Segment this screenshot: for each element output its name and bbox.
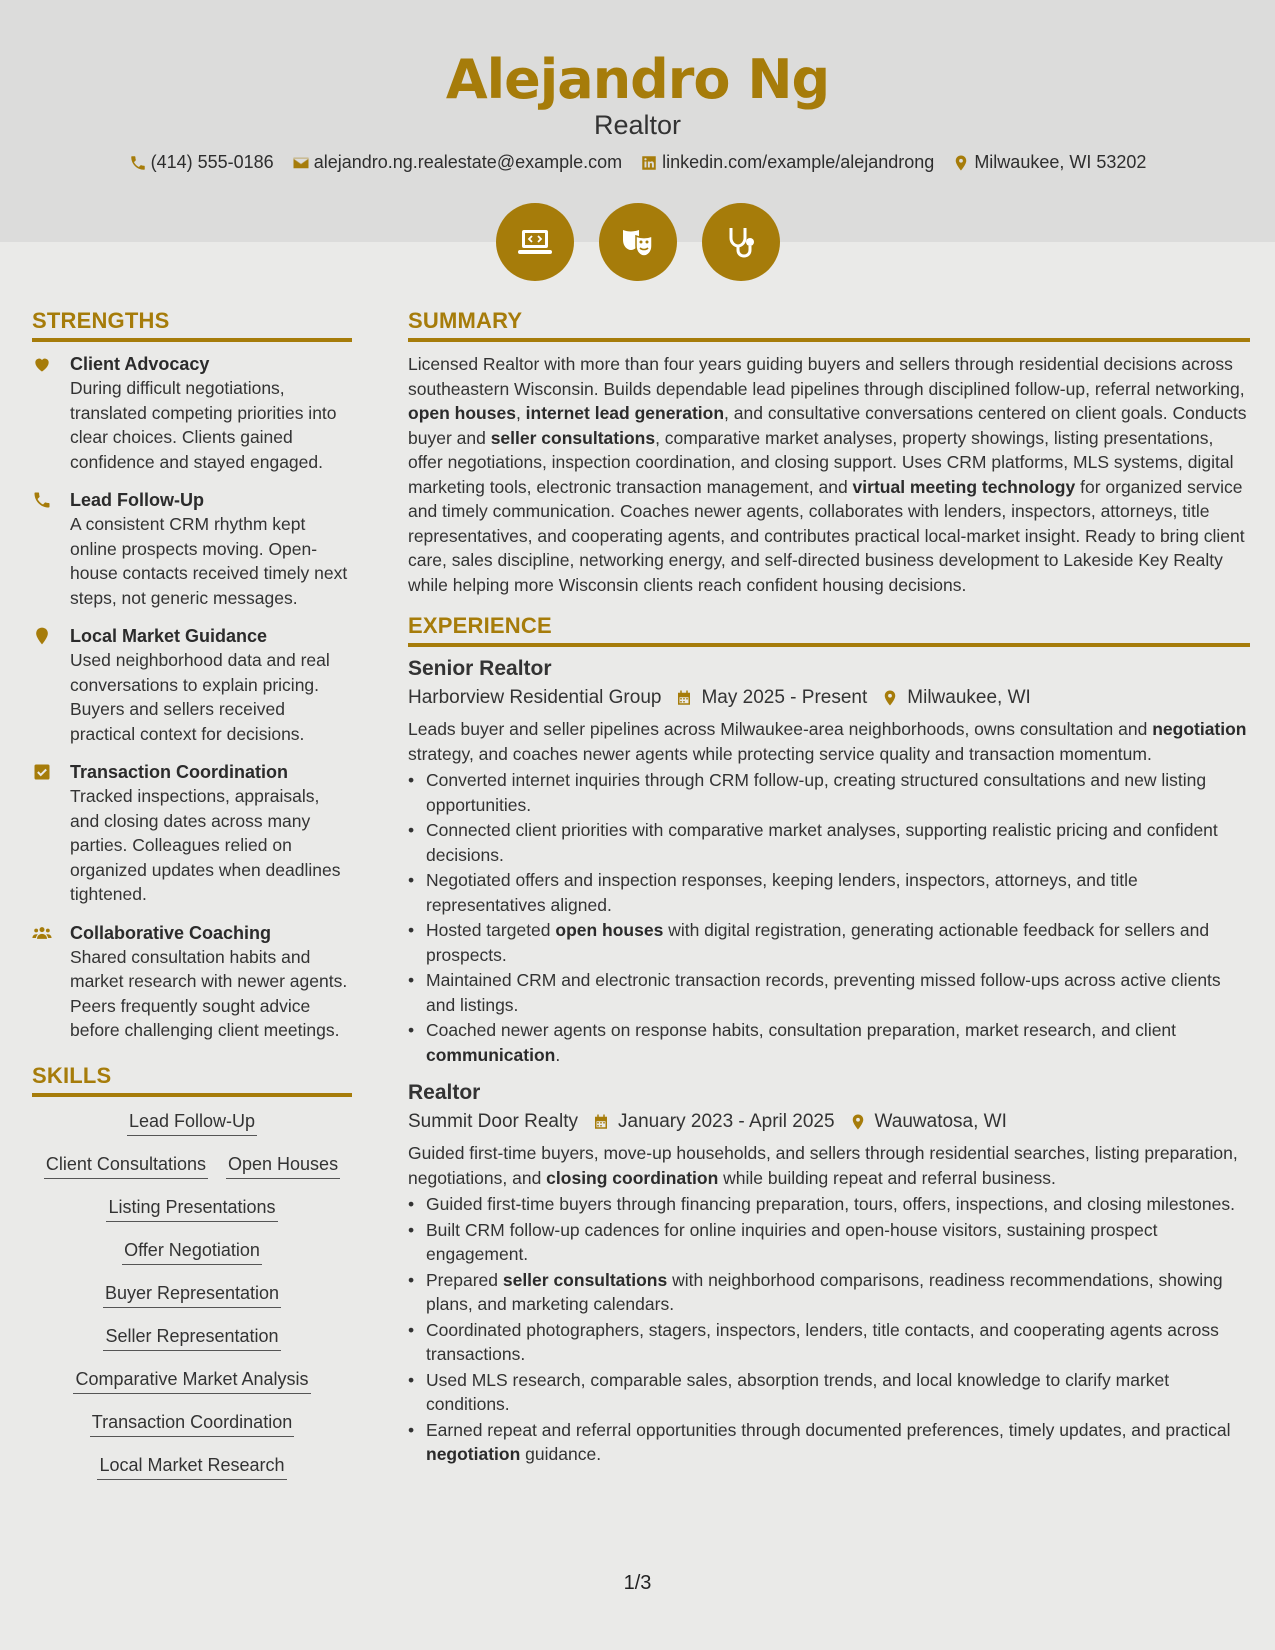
strength-item bbox=[32, 488, 352, 610]
badge-row bbox=[0, 203, 1275, 281]
calendar-icon bbox=[675, 689, 693, 707]
job-meta bbox=[408, 687, 1250, 709]
contact-phone[interactable] bbox=[129, 152, 274, 173]
strength-item bbox=[32, 624, 352, 746]
job-dates: May 2025 - Present bbox=[701, 687, 868, 708]
skill-tag: Transaction Coordination bbox=[32, 1408, 352, 1437]
skills-title: SKILLS bbox=[32, 1063, 352, 1097]
contact-bar bbox=[0, 152, 1275, 173]
skill-tag: Seller Representation bbox=[32, 1322, 352, 1351]
linkedin-icon bbox=[640, 154, 658, 172]
bullet-item: • Earned repeat and referral opportunities through documented preferences, timely updates, and practical negotiation guidance. bbox=[408, 1418, 1250, 1467]
job-description: Leads buyer and seller pipelines across Milwaukee-area neighborhoods, owns consultation and negotiation strategy, and coaches newer agents while protecting service quality and transaction momentum. bbox=[408, 719, 1247, 764]
job-title: Senior Realtor bbox=[408, 657, 552, 680]
job-bullets bbox=[408, 1192, 1250, 1467]
job-location: Milwaukee, WI bbox=[907, 687, 1031, 708]
strength-item bbox=[32, 760, 352, 907]
users-icon bbox=[32, 923, 52, 943]
candidate-name: Alejandro Ng bbox=[445, 48, 830, 111]
heart-icon bbox=[32, 354, 52, 374]
job-title: Realtor bbox=[408, 1081, 481, 1104]
skill-tag: Offer Negotiation bbox=[32, 1236, 352, 1265]
bullet-item: • Connected client priorities with comparative market analyses, supporting realistic pricing and confident decisions. bbox=[408, 818, 1250, 867]
candidate-role: Realtor bbox=[593, 110, 682, 140]
strength-text: Tracked inspections, appraisals, and closing dates across many parties. Colleagues relied on organized updates when deadlines tightened. bbox=[70, 786, 341, 904]
job-dates: January 2023 - April 2025 bbox=[618, 1111, 835, 1132]
skill-tag: Open Houses bbox=[226, 1150, 340, 1179]
bullet-item: • Hosted targeted open houses with digital registration, generating actionable feedback for sellers and prospects. bbox=[408, 918, 1250, 967]
theater-masks-badge bbox=[599, 203, 677, 281]
summary-text: Licensed Realtor with more than four years guiding buyers and sellers through residential decisions across southeastern Wisconsin. Builds dependable lead pipelines through disciplined follow-up, referral networking, open houses, internet lead generation, and consultative conversations centered on client goals. Conducts buyer and seller consultations, comparative market analyses, property showings, listing presentations, offer negotiations, inspection coordination, and closing support. Uses CRM platforms, MLS systems, digital marketing tools, electronic transaction management, and virtual meeting technology for organized service and timely communication. Coaches newer agents, collaborates with lenders, inspectors, attorneys, title representatives, and cooperating agents, and contributes practical local-market insight. Ready to bring client care, sales discipline, networking energy, and self-directed business development to Lakeside Key Realty while helping more Wisconsin clients reach confident housing decisions. bbox=[408, 354, 1247, 595]
checkbox-icon bbox=[32, 762, 52, 782]
strength-text: Used neighborhood data and real conversations to explain pricing. Buyers and sellers received practical context for decisions. bbox=[70, 650, 330, 744]
skill-tag: Client Consultations bbox=[44, 1150, 208, 1179]
laptop-code-badge bbox=[496, 203, 574, 281]
job-company: Summit Door Realty bbox=[408, 1111, 578, 1132]
bullet-item: • Converted internet inquiries through CRM follow-up, creating structured consultations and new listing opportunities. bbox=[408, 768, 1250, 817]
bullet-item: • Guided first-time buyers through financing preparation, tours, offers, inspections, and closing milestones. bbox=[408, 1192, 1250, 1217]
strength-title: Client Advocacy bbox=[70, 354, 210, 374]
strength-title: Local Market Guidance bbox=[70, 626, 268, 646]
job-meta bbox=[408, 1111, 1250, 1133]
location-text: Milwaukee, WI 53202 bbox=[974, 152, 1147, 172]
strength-text: During difficult negotiations, translated competing priorities into clear choices. Clients gained confidence and stayed engaged. bbox=[70, 378, 337, 472]
theater-masks-icon bbox=[618, 222, 658, 262]
summary-title: SUMMARY bbox=[408, 308, 1250, 342]
contact-location bbox=[952, 152, 1146, 173]
stethoscope-icon bbox=[721, 222, 761, 262]
strengths-title: STRENGTHS bbox=[32, 308, 352, 342]
laptop-code-icon bbox=[515, 222, 555, 262]
envelope-icon bbox=[292, 154, 310, 172]
contact-linkedin[interactable] bbox=[640, 152, 934, 173]
job-entry bbox=[408, 657, 1250, 1067]
phone-icon bbox=[129, 154, 147, 172]
strength-title: Collaborative Coaching bbox=[70, 922, 272, 943]
skill-tag: Lead Follow-Up bbox=[32, 1107, 352, 1136]
bullet-item: • Coordinated photographers, stagers, inspectors, lenders, title contacts, and cooperating agents across transactions. bbox=[408, 1318, 1250, 1367]
job-company: Harborview Residential Group bbox=[408, 687, 662, 708]
job-entry bbox=[408, 1081, 1250, 1467]
bullet-item: • Built CRM follow-up cadences for online inquiries and open-house visitors, sustaining prospect engagement. bbox=[408, 1218, 1250, 1267]
phone-text: (414) 555-0186 bbox=[150, 152, 274, 172]
location-pin-icon bbox=[849, 1113, 867, 1131]
bullet-item: • Used MLS research, comparable sales, absorption trends, and local knowledge to clarify market conditions. bbox=[408, 1368, 1250, 1417]
job-description: Guided first-time buyers, move-up households, and sellers through residential searches, listing preparation, negotiations, and closing coordination while building repeat and referral business. bbox=[408, 1143, 1238, 1188]
strength-title: Transaction Coordination bbox=[70, 762, 289, 782]
skills-list bbox=[32, 1107, 352, 1494]
strength-title: Lead Follow-Up bbox=[70, 490, 204, 510]
calendar-icon bbox=[592, 1113, 610, 1131]
skill-tag: Comparative Market Analysis bbox=[32, 1365, 352, 1394]
bullet-item: • Negotiated offers and inspection responses, keeping lenders, inspectors, attorneys, and title representatives aligned. bbox=[408, 868, 1250, 917]
skill-tag: Listing Presentations bbox=[32, 1193, 352, 1222]
right-column bbox=[408, 308, 1250, 1481]
strength-text: A consistent CRM rhythm kept online prospects moving. Open-house contacts received timely next steps, not generic messages. bbox=[70, 514, 348, 608]
job-location: Wauwatosa, WI bbox=[874, 1111, 1007, 1132]
linkedin-text: linkedin.com/example/alejandrong bbox=[662, 152, 935, 172]
skill-tag: Local Market Research bbox=[32, 1451, 352, 1480]
contact-email[interactable] bbox=[292, 152, 622, 173]
strength-item bbox=[32, 352, 352, 474]
left-column bbox=[32, 308, 352, 1494]
location-pin-icon bbox=[32, 626, 52, 646]
phone-icon bbox=[32, 490, 52, 510]
strength-text: Shared consultation habits and market research with newer agents. Peers frequently sought advice before challenging client meetings. bbox=[70, 946, 348, 1040]
strength-item bbox=[32, 921, 352, 1043]
bullet-item: • Maintained CRM and electronic transaction records, preventing missed follow-ups across active clients and listings. bbox=[408, 968, 1250, 1017]
experience-title: EXPERIENCE bbox=[408, 613, 1250, 647]
bullet-item: • Prepared seller consultations with neighborhood comparisons, readiness recommendations, showing plans, and marketing calendars. bbox=[408, 1268, 1250, 1317]
bullet-item: • Coached newer agents on response habits, consultation preparation, market research, and client communication. bbox=[408, 1018, 1250, 1067]
email-text: alejandro.ng.realestate@example.com bbox=[313, 152, 623, 172]
location-pin-icon bbox=[881, 689, 899, 707]
location-pin-icon bbox=[952, 154, 970, 172]
stethoscope-badge bbox=[702, 203, 780, 281]
page-number: 1/3 bbox=[623, 1572, 652, 1594]
job-bullets bbox=[408, 768, 1250, 1067]
skill-tag: Buyer Representation bbox=[32, 1279, 352, 1308]
